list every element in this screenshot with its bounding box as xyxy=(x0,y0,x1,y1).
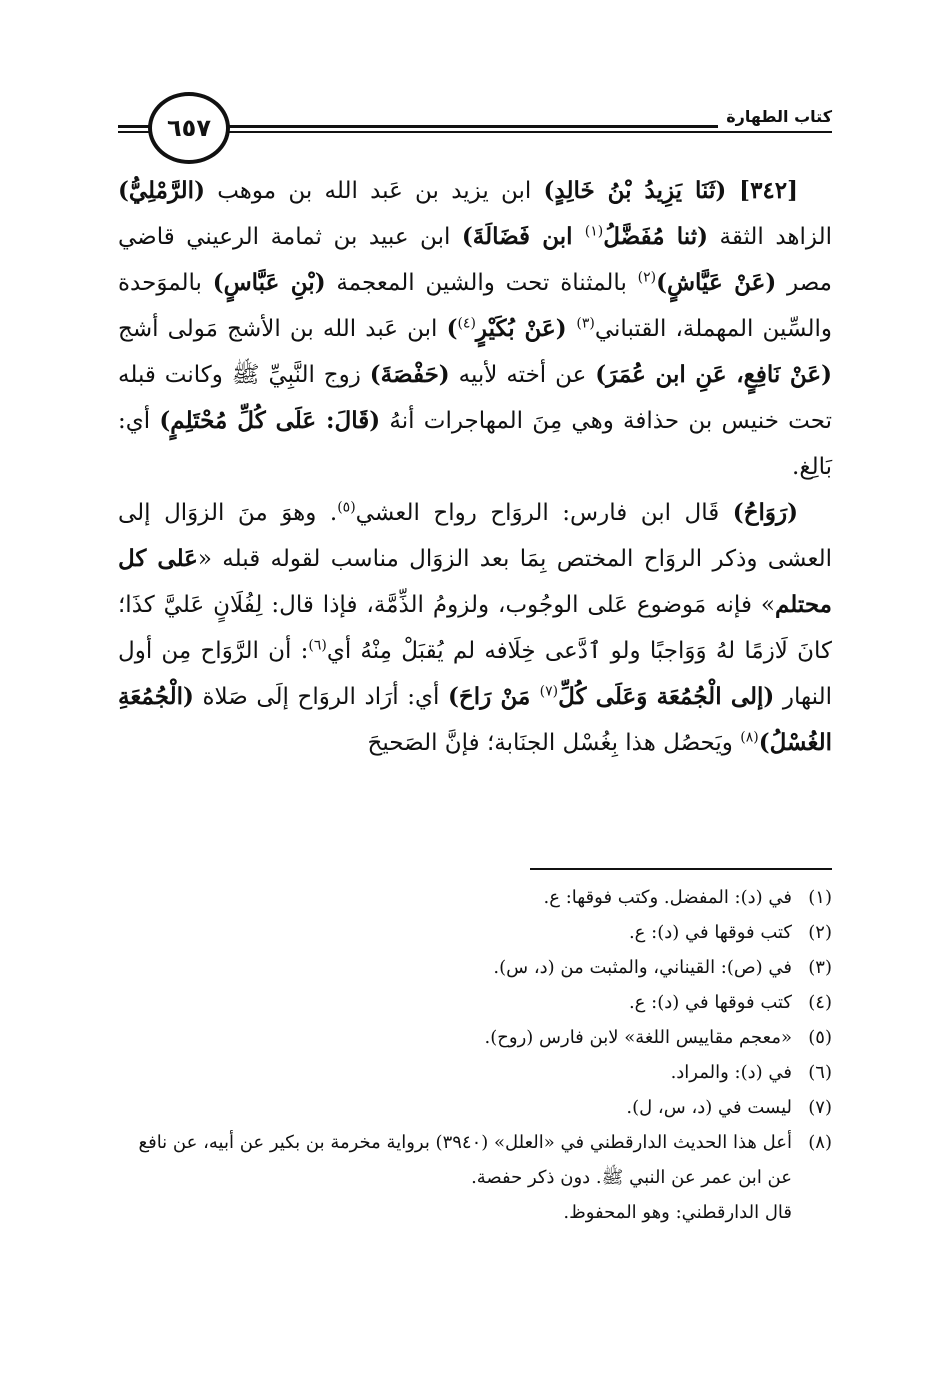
text-matn: (عَنْ بُكَيْرٍ xyxy=(475,315,577,342)
page-number-badge xyxy=(148,92,230,164)
text-matn: (ثنا مُفَضَّلُ xyxy=(603,223,708,250)
paragraph-hadith-342 xyxy=(118,168,832,490)
text-commentary: . وهوَ منَ الزوَال إلى العشى وذكر الروَاح المختص بِمَا بعد الزوَال مناسب لقوله قبله « xyxy=(118,500,832,572)
hadith-number: [٣٤٢] xyxy=(726,177,799,204)
paragraph-rawah xyxy=(118,490,832,766)
text-commentary: أي: أرَاد الروَاح إلَى صَلاة xyxy=(193,684,448,710)
footnote-item xyxy=(118,950,832,985)
text-matn: (إلى الْجُمُعَة وَعَلَى كُلِّ xyxy=(558,683,775,710)
text-commentary: الزاهد الثقة xyxy=(708,224,833,250)
footnote-item xyxy=(118,1055,832,1090)
footnote-text-line: أعل هذا الحديث الدارقطني في «العلل» (٣٩٤٠) برواية مخرمة بن بكير عن أبيه، عن نافع عن ابن عمر عن النبي ﷺ. دون ذكر حفصة. xyxy=(138,1132,792,1188)
footnote-item xyxy=(118,985,832,1020)
text-matn: ابن فَضَالَةَ) xyxy=(461,223,585,250)
footnote-number: (١) xyxy=(808,887,832,908)
page-number: ٦٥٧ xyxy=(167,114,211,142)
text-commentary: ويَحصُل هذا بِغُسْل الجنَابة؛ فإنَّ الصَحيحَ xyxy=(367,730,741,756)
footnote-text-line: قال الدارقطني: وهو المحفوظ. xyxy=(563,1202,792,1223)
footnote-number: (٨) xyxy=(808,1132,832,1153)
text-commentary: ابن عبيد بن ثمامة الرعيني قاضي مصر xyxy=(118,224,832,296)
footnote-number: (٥) xyxy=(808,1027,832,1048)
footnote-ref: (٧) xyxy=(539,683,559,700)
text-matn: (الْجُمُعَةِ الغُسْلُ) xyxy=(118,683,832,756)
text-commentary: » فإنه مَوضوع عَلى الوجُوب، ولزومُ الذِّمَّة، فإذا قال: لِفُلَانٍ عَليَّ كذَا؛ كانَ لَازمًا لهُ وَوَاجبًا ولو ٱدَّعى خِلَافه لم يُقبَلْ مِنْهُ أي xyxy=(118,592,832,664)
footnote-ref: (٤) xyxy=(457,315,476,332)
text-commentary: ابن يزيد بن عَبد الله بن موهب xyxy=(204,178,544,204)
text-matn: (عَنْ نَافِعٍ، عَنِ ابن عُمَرَ) xyxy=(595,361,833,388)
footnote-item xyxy=(118,1020,832,1055)
text-matn: (قَالَ: عَلَى كُلِّ مُحْتَلِمٍ) xyxy=(159,407,381,434)
text-commentary: : أن الرَّوَاح مِن أول النهار xyxy=(118,638,832,710)
footnote-text: «معجم مقاييس اللغة» لابن فارس (روح). xyxy=(484,1027,792,1048)
footnote-text: في (ص): القيناني، والمثبت من (د، س). xyxy=(493,957,792,978)
text-matn: مَنْ رَاحَ) xyxy=(447,683,540,710)
text-commentary: بالمثناة تحت والشين المعجمة xyxy=(325,270,638,296)
footnote-ref: (٨) xyxy=(740,729,759,746)
footnote-number: (٣) xyxy=(808,957,832,978)
text-matn: (ثَنَا يَزِيدُ بْنُ خَالِدٍ) xyxy=(543,177,727,204)
footnote-separator xyxy=(530,868,832,870)
footnote-ref: (١) xyxy=(584,223,604,240)
text-matn: ) xyxy=(446,315,458,342)
text-commentary: قَال ابن فارس: الروَاح رواح العشي xyxy=(355,500,733,526)
text-commentary: بالموَحدة والسِّين المهملة، القتباني xyxy=(118,270,832,342)
text-quote: عَلى كل محتلم xyxy=(118,545,832,618)
footnote-number: (٦) xyxy=(808,1062,832,1083)
text-matn: (بْنِ عَبَّاسٍ) xyxy=(212,269,326,296)
footnote-ref: (٦) xyxy=(308,637,327,654)
main-text xyxy=(118,168,832,766)
footnote-item xyxy=(118,1125,832,1230)
page-header xyxy=(118,92,832,172)
text-commentary: عن أخته لأبيه xyxy=(449,362,596,388)
footnote-text: في (د): والمراد. xyxy=(670,1062,792,1083)
text-commentary: زوج النَّبِيِّ ﷺ وكانت قبله تحت خنيس بن حذافة وهي مِنَ المهاجرات أنهُ xyxy=(118,362,832,434)
footnote-text: ليست في (د، س، ل). xyxy=(626,1097,792,1118)
text-matn: (حَفْصَةَ) xyxy=(369,361,450,388)
footnote-text: كتب فوقها في (د): ع. xyxy=(628,992,792,1013)
footnote-text: في (د): المفضل. وكتب فوقها: ع. xyxy=(543,887,792,908)
footnote-text xyxy=(118,1125,792,1230)
footnote-item xyxy=(118,880,832,915)
text-matn: (عَنْ عَيَّاشٍ) xyxy=(656,269,777,296)
text-commentary: أي: بَالِغ. xyxy=(118,408,832,480)
footnote-item xyxy=(118,1090,832,1125)
chapter-title: كتاب الطهارة xyxy=(718,106,832,128)
text-matn: (الرَّمْلِيُّ) xyxy=(118,177,205,204)
footnote-ref: (٣) xyxy=(576,315,595,332)
footnote-text: كتب فوقها في (د): ع. xyxy=(628,922,792,943)
footnote-number: (٤) xyxy=(808,992,832,1013)
text-commentary: ابن عَبد الله بن الأشج مَولى أشج xyxy=(118,316,447,342)
footnote-number: (٢) xyxy=(808,922,832,943)
text-matn: (رَوَاحُ) xyxy=(732,499,798,526)
footnote-ref: (٢) xyxy=(637,269,657,286)
footnote-number: (٧) xyxy=(808,1097,832,1118)
footnote-ref: (٥) xyxy=(337,499,356,516)
footnote-item xyxy=(118,915,832,950)
footnotes xyxy=(118,880,832,1230)
